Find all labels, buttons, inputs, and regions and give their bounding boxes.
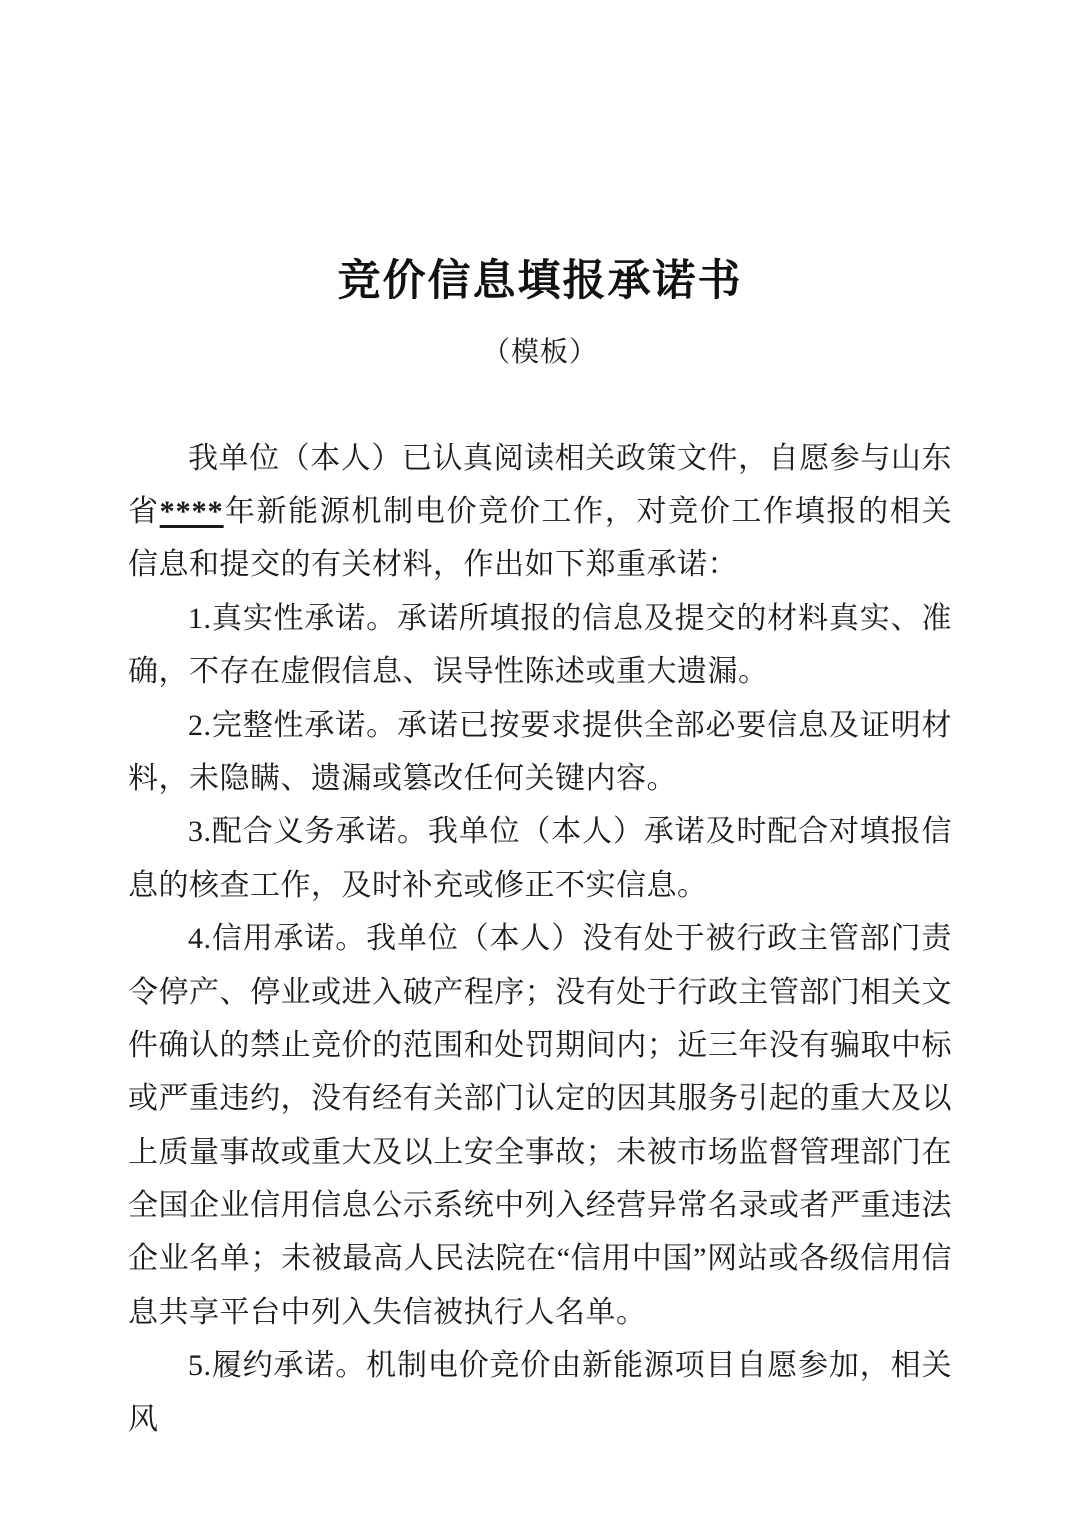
paragraph-item-3: 3.配合义务承诺。我单位（本人）承诺及时配合对填报信息的核查工作，及时补充或修正不实信息。 bbox=[128, 815, 952, 902]
paragraph-preamble bbox=[128, 432, 952, 592]
paragraph-item-2: 2.完整性承诺。承诺已按要求提供全部必要信息及证明材料，未隐瞒、遗漏或篡改任何关键内容。 bbox=[128, 708, 952, 795]
year-blank-field: **** bbox=[159, 494, 224, 528]
paragraph-item-4: 4.信用承诺。我单位（本人）没有处于被行政主管部门责令停产、停业或进入破产程序；没有处于行政主管部门相关文件确认的禁止竞价的范围和处罚期间内；近三年没有骗取中标或严重违约，没有经有关部门认定的因其服务引起的重大及以上质量事故或重大及以上安全事故；未被市场监督管理部门在全国企业信用信息公示系统中列入经营异常名录或者严重违法企业名单；未被最高人民法院在“信用中国”网站或各级信用信息共享平台中列入失信被执行人名单。 bbox=[128, 922, 952, 1329]
document-body bbox=[128, 0, 952, 1446]
preamble-text-after-blank: 年新能源机制电价竞价工作，对竞价工作填报的相关信息和提交的有关材料，作出如下郑重承诺： bbox=[128, 494, 953, 582]
paragraph-item-1: 1.真实性承诺。承诺所填报的信息及提交的材料真实、准确，不存在虚假信息、误导性陈述或重大遗漏。 bbox=[128, 601, 952, 689]
paragraph-item-5: 5.履约承诺。机制电价竞价由新能源项目自愿参加，相关风 bbox=[128, 1349, 952, 1436]
preamble-text-before-blank: 我单位（本人）已认真阅读相关政策文件，自愿参与山东省 bbox=[128, 441, 952, 528]
page-title: 竞价信息填报承诺书 bbox=[337, 256, 743, 306]
document-subtitle: （模板） bbox=[481, 336, 598, 368]
